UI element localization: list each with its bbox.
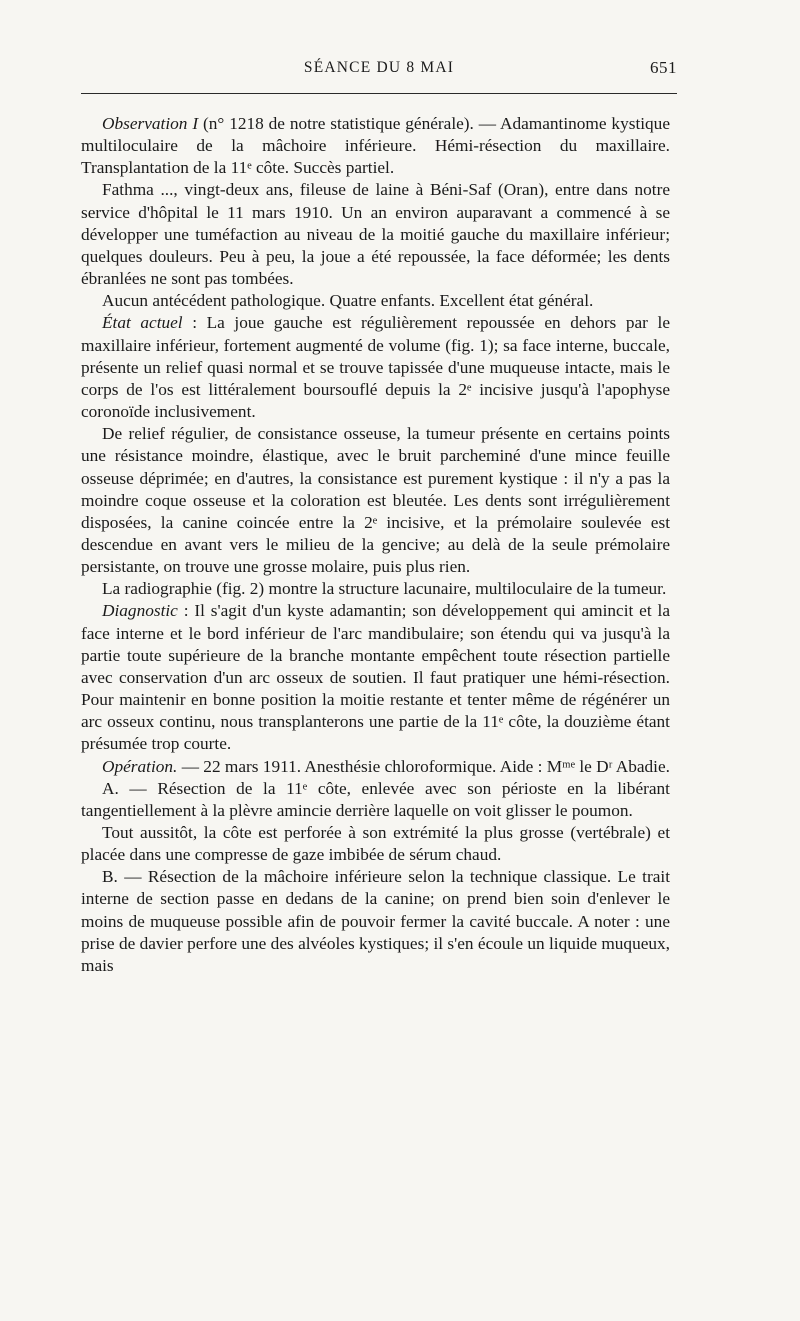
diagnosis-label: Diagnostic [102, 601, 178, 621]
paragraph-relief: De relief régulier, de consistance osseuse, la tumeur présente en certains points une résistance moindre, élastique, avec le bruit parcheminé d'une mince feuille osseuse déprimée; en d'autres, la consistance est purement kystique : il n'y a pas la moindre coque osseuse et la coloration est bleutée. Les dents sont irrégulièrement disposées, la canine coincée entre la 2ᵉ incisive, et la prémolaire soulevée est descendue en avant vers le milieu de la gencive; au delà de la seule prémolaire persistante, on trouve une grosse molaire, puis plus rien. [81, 424, 670, 577]
paragraph-observation-title [81, 113, 670, 179]
paragraph-diagnosis [81, 600, 670, 755]
running-head-title: SÉANCE DU 8 MAI [303, 59, 455, 76]
header-rule [81, 93, 677, 94]
observation-label: Observation I [102, 114, 199, 133]
body-text [81, 113, 670, 977]
paragraph-step-a: A. — Résection de la 11ᵉ côte, enlevée avec son périoste en la libérant tangentiellement à la plèvre amincie derrière laquelle on voit glisser le poumon. [81, 778, 670, 820]
operation-text: — 22 mars 1911. Anesthésie chloroformique. Aide : Mᵐᵉ le Dʳ Abadie. [177, 756, 670, 776]
operation-label: Opération. [102, 756, 178, 776]
paragraph-current-state [81, 312, 670, 423]
paragraph-rib-prep: Tout aussitôt, la côte est perforée à son extrémité la plus grosse (vertébrale) et placée dans une compresse de gaze imbibée de sérum chaud. [81, 823, 670, 865]
paragraph-radiography: La radiographie (fig. 2) montre la structure lacunaire, multiloculaire de la tumeur. [102, 579, 667, 599]
paragraph-operation [81, 756, 670, 778]
observation-title-text: (n° 1218 de notre statistique générale). — Adamantinome kystique multiloculaire de la mâchoire inférieure. Hémi-résection du maxillaire. Transplantation de la 11ᵉ côte. Succès partiel. [81, 114, 670, 178]
paragraph-antecedents: Aucun antécédent pathologique. Quatre enfants. Excellent état général. [102, 291, 594, 311]
diagnosis-text: : Il s'agit d'un kyste adamantin; son développement qui amincit et la face interne et le bord inférieur de l'arc mandibulaire; son étendu qui va jusqu'à la partie toute supérieure de la branche montante empêchent toute résection partielle avec conservation d'un arc osseux de soutien. Il faut pratiquer une hémi-résection. Pour maintenir en bonne position la moitie restante et tenter même de régénérer un arc osseux continu, nous transplanterons une partie de la 11ᵉ côte, la douzième étant présumée trop courte. [81, 601, 670, 754]
current-state-label: État actuel [102, 313, 183, 333]
page-number: 651 [650, 58, 677, 77]
running-head [81, 54, 677, 84]
paragraph-history: Fathma ..., vingt-deux ans, fileuse de laine à Béni-Saf (Oran), entre dans notre service d'hôpital le 11 mars 1910. Un an environ auparavant a commencé à se développer une tuméfaction au niveau de la moitié gauche du maxillaire inférieur; quelques douleurs. Peu à peu, la joue a été repoussée, la face déformée; les dents ébranlées ne sont pas tombées. [81, 180, 670, 289]
current-state-text: : La joue gauche est régulièrement repoussée en dehors par le maxillaire inférieur, fortement augmenté de volume (fig. 1); sa face interne, buccale, présente un relief quasi normal et se trouve tapissée d'une muqueuse intacte, mais le corps de l'os est littéralement boursouflé depuis la 2ᵉ incisive jusqu'à l'apophyse coronoïde inclusivement. [81, 313, 670, 422]
paragraph-step-b: B. — Résection de la mâchoire inférieure selon la technique classique. Le trait interne de section passe en dedans de la canine; on prend bien soin d'enlever le moins de muqueuse possible afin de pouvoir fermer la cavité buccale. A noter : une prise de davier perfore une des alvéoles kystiques; il s'en écoule un liquide muqueux, mais [81, 867, 670, 975]
